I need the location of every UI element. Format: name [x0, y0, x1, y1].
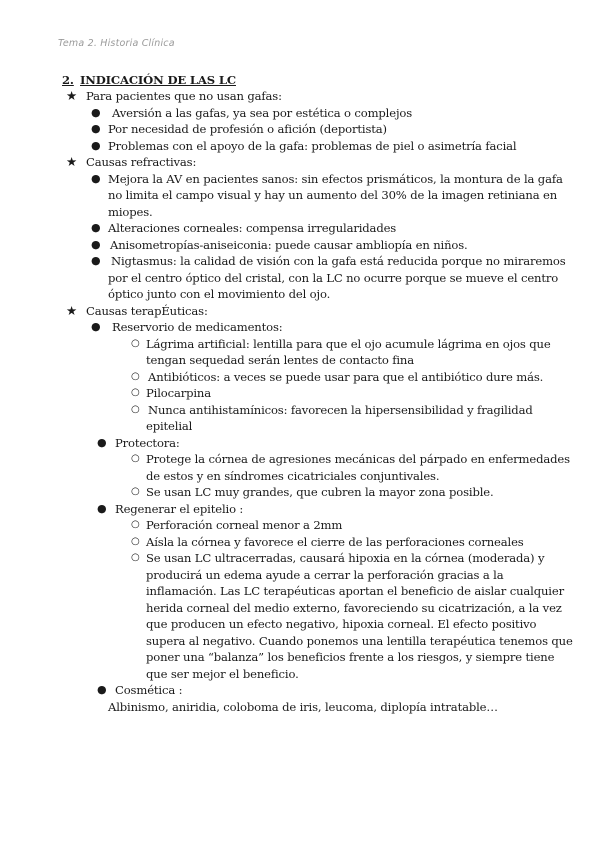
sub-list-item: Nunca antihistamínicos: favorecen la hipersensibilidad y fragilidad — [148, 403, 533, 417]
sub-list-item: Antibióticos: a veces se puede usar para que el antibiótico dure más. — [148, 370, 544, 384]
disc-bullet-icon: ● — [91, 139, 101, 152]
sub-list-item: Aísla la córnea y favorece el cierre de las perforaciones corneales — [146, 535, 524, 549]
sub-list-item-continuation: de estos y en síndromes cicatriciales conjuntivales. — [146, 469, 440, 483]
sub-list-item-continuation: epitelial — [146, 419, 193, 433]
sub-group-label: Protectora: — [115, 436, 180, 450]
disc-bullet-icon: ● — [91, 238, 101, 251]
disc-bullet-icon: ● — [91, 122, 101, 135]
disc-bullet-icon: ● — [97, 502, 107, 515]
sub-group-label: Regenerar el epitelio : — [115, 502, 244, 516]
list-item: Alteraciones corneales: compensa irregularidades — [108, 221, 397, 235]
circle-bullet-icon: ○ — [131, 552, 140, 563]
list-item-continuation: óptico junto con el movimiento del ojo. — [108, 287, 331, 301]
sub-group-label: Cosmética : — [115, 683, 183, 697]
sub-list-item-continuation: poner una “balanza” los beneficios frente a los riesgos, y siempre tiene — [146, 650, 555, 664]
sub-list-item-continuation: supera al negativo. Cuando ponemos una lentilla terapéutica tenemos que — [146, 634, 573, 648]
sub-list-item-continuation: producirá un edema ayude a cerrar la perforación gracias a la — [146, 568, 504, 582]
star-item-label: Para pacientes que no usan gafas: — [86, 89, 282, 103]
disc-bullet-icon: ● — [91, 320, 101, 333]
sub-group-text: Albinismo, aniridia, coloboma de iris, leucoma, diplopía intratable… — [108, 700, 498, 714]
sub-list-item: Lágrima artificial: lentilla para que el ojo acumule lágrima en ojos que — [146, 337, 551, 351]
circle-bullet-icon: ○ — [131, 536, 140, 547]
sub-list-item-continuation: que producen un efecto negativo, hipoxia corneal. El efecto positivo — [146, 617, 537, 631]
circle-bullet-icon: ○ — [131, 519, 140, 530]
disc-bullet-icon: ● — [97, 436, 107, 449]
list-item: Anisometropías-aniseiconia: puede causar ambliopía en niños. — [110, 238, 468, 252]
circle-bullet-icon: ○ — [131, 453, 140, 464]
section-title: INDICACIÓN DE LAS LC — [80, 73, 236, 87]
list-item-continuation: por el centro óptico del cristal, con la LC no ocurre porque se mueve el centro — [108, 271, 559, 285]
list-item-continuation: miopes. — [108, 205, 153, 219]
list-item-continuation: no limita el campo visual y hay un aumento del 30% de la imagen retiniana en — [108, 188, 558, 202]
sub-list-item: Protege la córnea de agresiones mecánicas del párpado en enfermedades — [146, 452, 570, 466]
list-item: Aversión a las gafas, ya sea por estética o complejos — [112, 106, 413, 120]
disc-bullet-icon: ● — [91, 172, 101, 185]
disc-bullet-icon: ● — [91, 254, 101, 267]
list-item: Problemas con el apoyo de la gafa: problemas de piel o asimetría facial — [108, 139, 517, 153]
star-bullet-icon: ★ — [66, 154, 78, 169]
list-item: Nigtasmus: la calidad de visión con la gafa está reducida porque no miraremos — [111, 254, 566, 268]
list-item: Mejora la AV en pacientes sanos: sin efectos prismáticos, la montura de la gafa — [108, 172, 563, 186]
circle-bullet-icon: ○ — [131, 387, 140, 398]
sub-list-item-continuation: tengan sequedad serán lentes de contacto fina — [146, 353, 415, 367]
list-item: Por necesidad de profesión o afición (deportista) — [108, 122, 387, 136]
sub-list-item: Pilocarpina — [146, 386, 212, 400]
circle-bullet-icon: ○ — [131, 404, 140, 415]
sub-group-label: Reservorio de medicamentos: — [112, 320, 283, 334]
star-item-label: Causas terapÉuticas: — [86, 304, 208, 318]
sub-list-item: Se usan LC muy grandes, que cubren la mayor zona posible. — [146, 485, 494, 499]
section-number: 2. — [62, 73, 74, 87]
running-header: Tema 2. Historia Clínica — [58, 38, 175, 49]
circle-bullet-icon: ○ — [131, 371, 140, 382]
star-bullet-icon: ★ — [66, 88, 78, 103]
sub-list-item-continuation: que ser mejor el beneficio. — [146, 667, 299, 681]
sub-list-item-continuation: herida corneal del medio externo, favoreciendo su cicatrización, a la vez — [146, 601, 562, 615]
star-bullet-icon: ★ — [66, 303, 78, 318]
disc-bullet-icon: ● — [97, 683, 107, 696]
circle-bullet-icon: ○ — [131, 338, 140, 349]
sub-list-item: Perforación corneal menor a 2mm — [146, 518, 343, 532]
sub-list-item: Se usan LC ultracerradas, causará hipoxia en la córnea (moderada) y — [146, 551, 545, 565]
circle-bullet-icon: ○ — [131, 486, 140, 497]
star-item-label: Causas refractivas: — [86, 155, 197, 169]
sub-list-item-continuation: inflamación. Las LC terapéuticas aportan el beneficio de aislar cualquier — [146, 584, 564, 598]
disc-bullet-icon: ● — [91, 106, 101, 119]
disc-bullet-icon: ● — [91, 221, 101, 234]
